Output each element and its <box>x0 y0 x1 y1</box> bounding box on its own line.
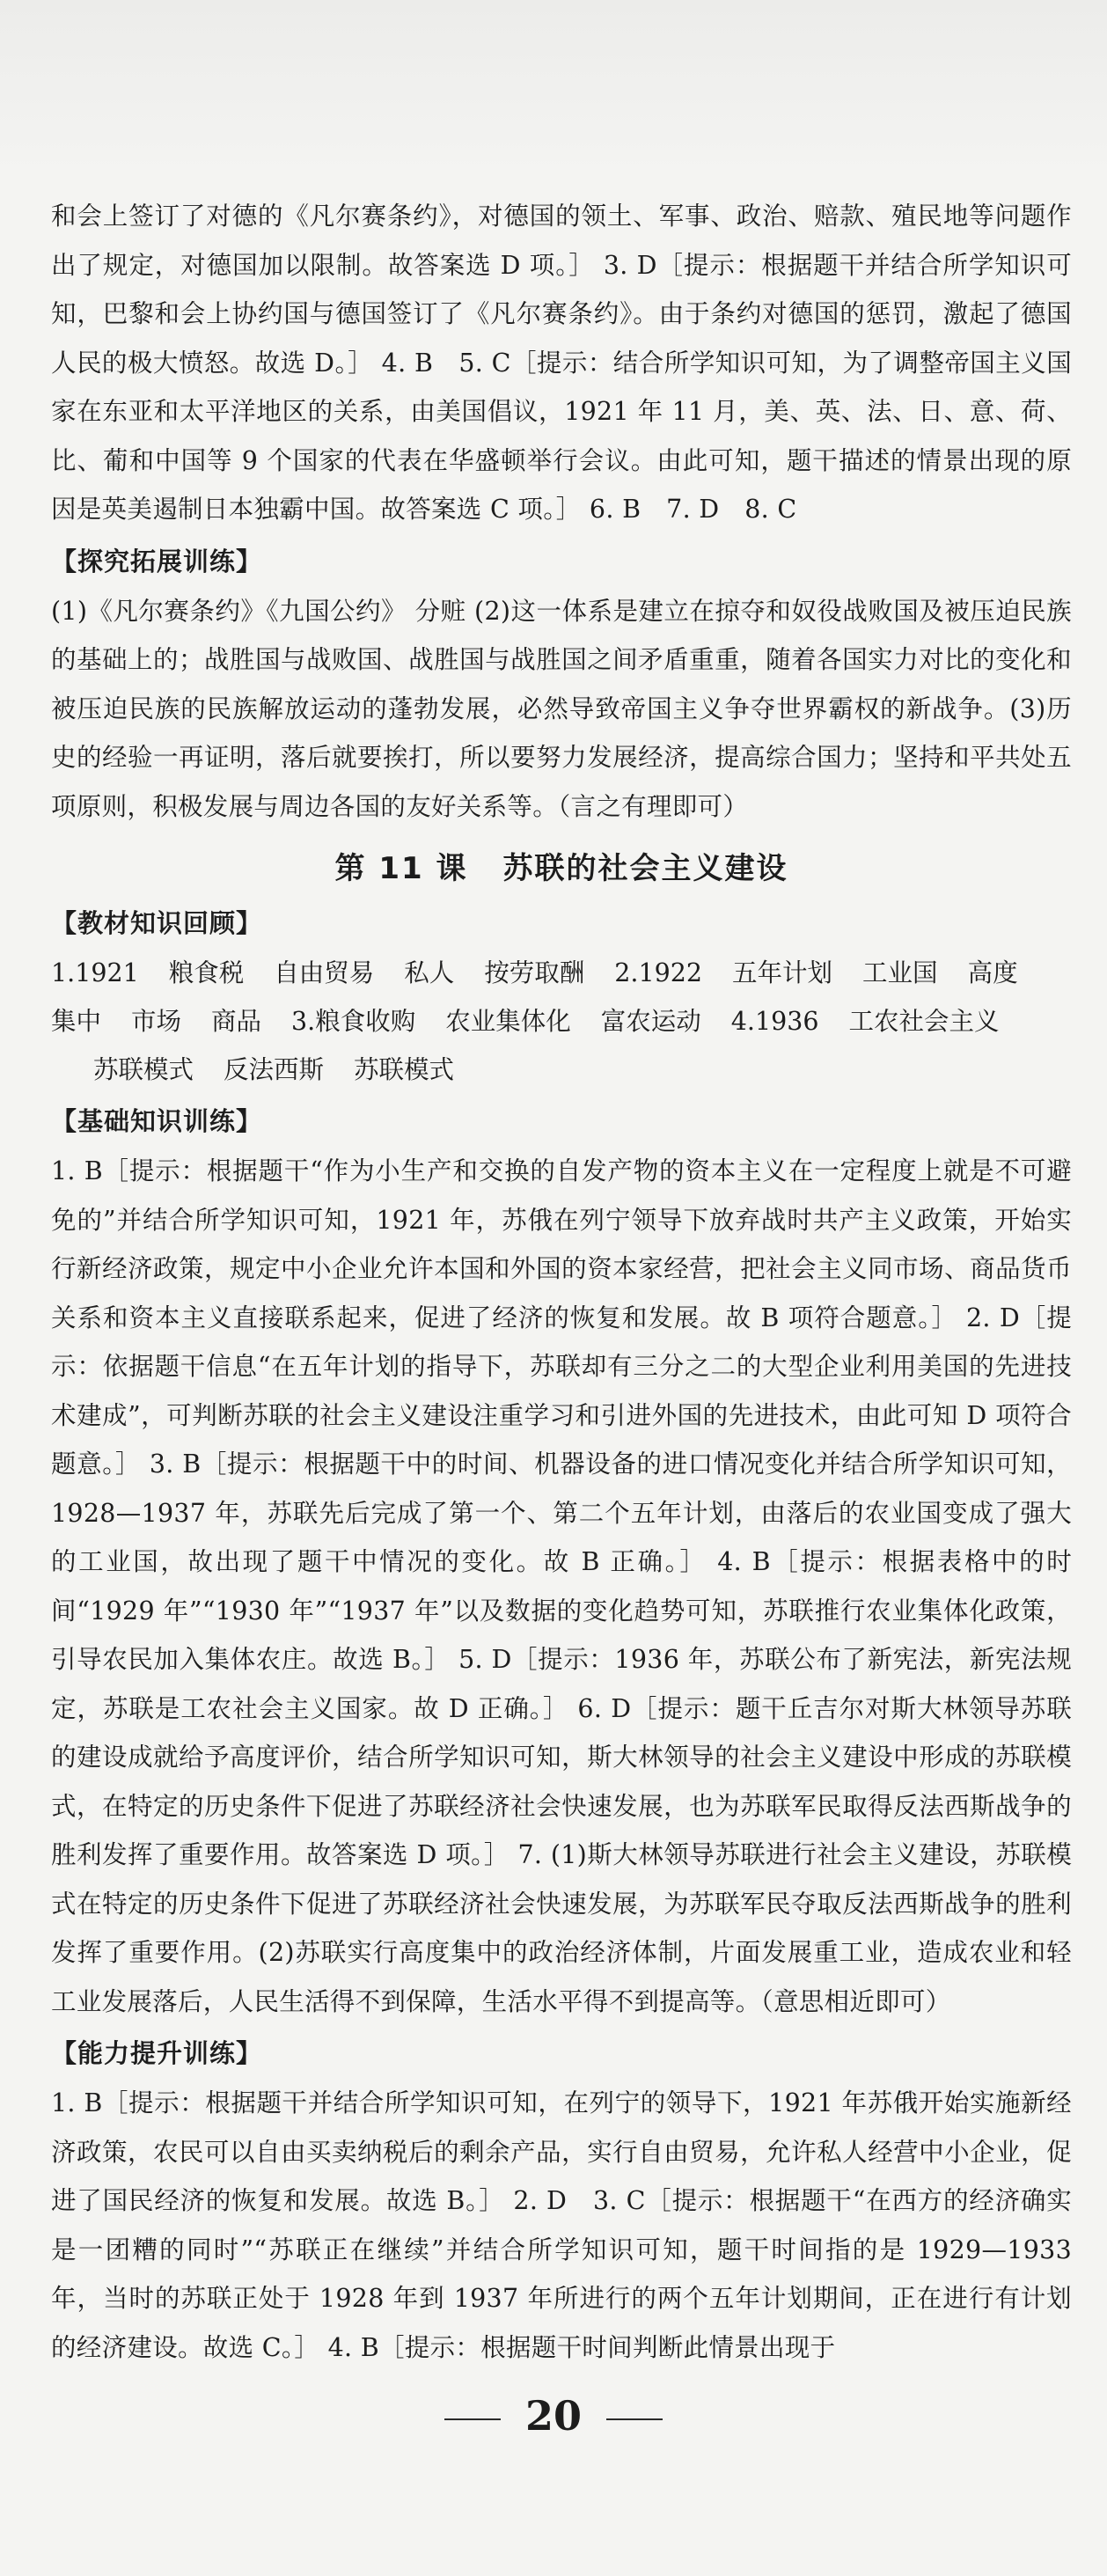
review-item: 富农运动 <box>600 1007 701 1036</box>
review-item: 2.1922 <box>614 958 703 987</box>
ability-paragraph: 1. B［提示：根据题干并结合所学知识可知，在列宁的领导下，1921 年苏俄开始实施新经济政策，农民可以自由买卖纳税后的剩余产品，实行自由贸易，允许私人经营中小企业，促进了国民经济的恢复和发展。故选 B。］ 2. D 3. C［提示：根据题干“在西方的经济确实是一团糟的同时”“苏联正在继续”并结合所学知识可知，题干时间指的是 1929—1933 年，当时的苏联正处于 1928 年到 1937 年所进行的两个五年计划期间，正在进行有计划的经济建设。故选 C。］ 4. B［提示：根据题干时间判断此情景出现于 <box>51 2088 1072 2362</box>
explore-paragraph: (1)《凡尔赛条约》《九国公约》 分赃 (2)这一体系是建立在掠夺和奴役战败国及被压迫民族的基础上的；战胜国与战败国、战胜国与战胜国之间矛盾重重，随着各国实力对比的变化和被压迫民族的民族解放运动的蓬勃发展，必然导致帝国主义争夺世界霸权的新战争。(3)历史的经验一再证明，落后就要挨打，所以要努力发展经济，提高综合国力；坚持和平共处五项原则，积极发展与周边各国的友好关系等。（言之有理即可） <box>51 596 1072 821</box>
review-item: 五年计划 <box>732 958 833 987</box>
review-item: 苏联模式 <box>354 1055 455 1084</box>
review-item: 高度 <box>967 958 1018 987</box>
basic-heading: 【基础知识训练】 <box>51 1106 263 1136</box>
review-row-1 <box>51 949 1072 997</box>
review-item: 4.1936 <box>730 1007 819 1036</box>
intro-paragraph: 和会上签订了对德的《凡尔赛条约》，对德国的领土、军事、政治、赔款、殖民地等问题作出了规定，对德国加以限制。故答案选 D 项。］ 3. D［提示：根据题干并结合所学知识可知，巴黎和会上协约国与德国签订了《凡尔赛条约》。由于条约对德国的惩罚，激起了德国人民的极大愤怒。故选 D。］ 4. B 5. C［提示：结合所学知识可知，为了调整帝国主义国家在东亚和太平洋地区的关系，由美国倡议，1921 年 11 月，美、英、法、日、意、荷、比、葡和中国等 9 个国家的代表在华盛顿举行会议。由此可知，题干描述的情景出现的原因是英美遏制日本独霸中国。故答案选 C 项。］ 6. B 7. D 8. C <box>51 202 1072 524</box>
review-heading: 【教材知识回顾】 <box>51 908 263 938</box>
review-item: 苏联模式 <box>93 1055 194 1084</box>
review-item: 农业集体化 <box>445 1007 571 1036</box>
answer-page <box>51 192 1072 2372</box>
review-item: 市场 <box>131 1007 182 1036</box>
explore-heading: 【探究拓展训练】 <box>51 546 263 576</box>
lesson-title <box>51 841 1072 896</box>
review-item: 自由贸易 <box>274 958 375 987</box>
review-item: 按劳取酬 <box>484 958 585 987</box>
lesson-number: 第 11 课 <box>334 851 468 886</box>
review-item: 3.粮食收购 <box>291 1007 416 1036</box>
basic-paragraph: 1. B［提示：根据题干“作为小生产和交换的自发产物的资本主义在一定程度上就是不可避免的”并结合所学知识可知，1921 年，苏俄在列宁领导下放弃战时共产主义政策，开始实行新经济政策，规定中小企业允许本国和外国的资本家经营，把社会主义同市场、商品货币关系和资本主义直接联系起来，促进了经济的恢复和发展。故 B 项符合题意。］ 2. D［提示：依据题干信息“在五年计划的指导下，苏联却有三分之二的大型企业利用美国的先进技术建成”，可判断苏联的社会主义建设注重学习和引进外国的先进技术，由此可知 D 项符合题意。］ 3. B［提示：根据题干中的时间、机器设备的进口情况变化并结合所学知识可知，1928—1937 年，苏联先后完成了第一个、第二个五年计划，由落后的农业国变成了强大的工业国，故出现了题干中情况的变化。故 B 正确。］ 4. B［提示：根据表格中的时间“1929 年”“1930 年”“1937 年”以及数据的变化趋势可知，苏联推行农业集体化政策，引导农民加入集体农庄。故选 B。］ 5. D［提示：1936 年，苏联公布了新宪法，新宪法规定，苏联是工农社会主义国家。故 D 正确。］ 6. D［提示：题干丘吉尔对斯大林领导苏联的建设成就给予高度评价，结合所学知识可知，斯大林领导的社会主义建设中形成的苏联模式，在特定的历史条件下促进了苏联经济社会快速发展，也为苏联军民取得反法西斯战争的胜利发挥了重要作用。故答案选 D 项。］ 7. (1)斯大林领导苏联进行社会主义建设，苏联模式在特定的历史条件下促进了苏联经济社会快速发展，为苏联军民夺取反法西斯战争的胜利发挥了重要作用。(2)苏联实行高度集中的政治经济体制，片面发展重工业，造成农业和轻工业发展落后，人民生活得不到保障，生活水平得不到提高等。（意思相近即可） <box>51 1156 1072 2016</box>
lesson-name: 苏联的社会主义建设 <box>502 851 788 886</box>
review-item: 集中 <box>51 1007 102 1036</box>
page-number-right-dash <box>606 2418 663 2420</box>
ability-heading: 【能力提升训练】 <box>51 2038 263 2068</box>
review-item: 工农社会主义 <box>848 1007 1000 1036</box>
page-number-left-dash <box>444 2418 501 2420</box>
review-row-3 <box>51 1046 1072 1094</box>
review-row-2 <box>51 997 1072 1046</box>
page-number <box>0 2389 1107 2442</box>
review-item: 商品 <box>211 1007 262 1036</box>
page-number-value: 20 <box>524 2392 582 2440</box>
review-item: 反法西斯 <box>224 1055 325 1084</box>
review-item: 私人 <box>404 958 455 987</box>
review-item: 工业国 <box>862 958 938 987</box>
review-item: 1.1921 <box>51 958 139 987</box>
page-top-shadow <box>0 0 1107 176</box>
review-item: 粮食税 <box>168 958 245 987</box>
